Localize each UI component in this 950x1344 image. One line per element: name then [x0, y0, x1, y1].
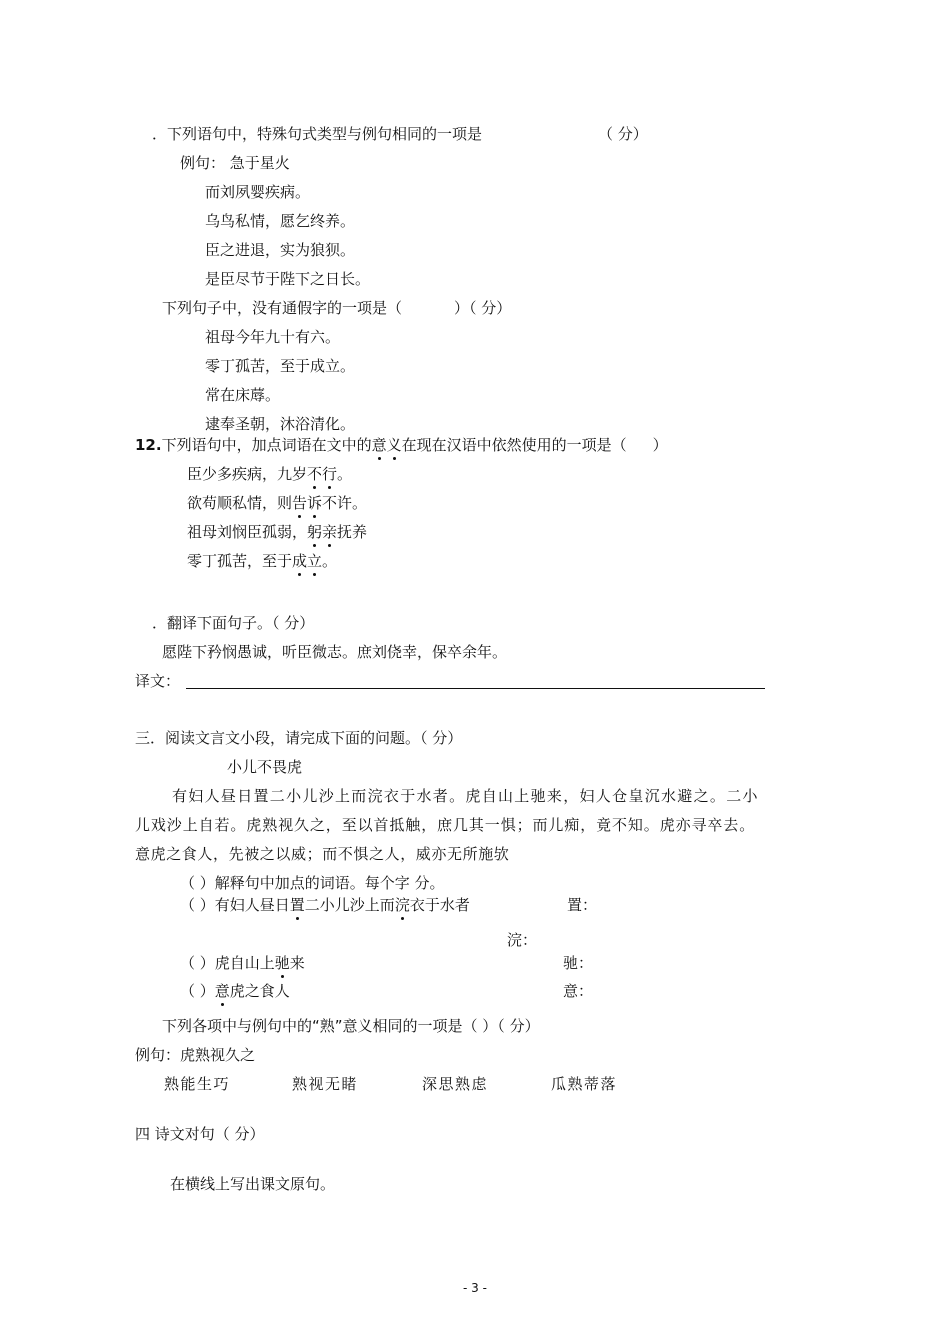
- q12-option: 欲苟顺私情，则告诉不许。: [187, 494, 368, 512]
- q10-stem: ．下列语句中，特殊句式类型与例句相同的一项是: [152, 125, 483, 143]
- section4-heading: 四 诗文对句（ 分）: [135, 1125, 265, 1143]
- dotted-word: 意: [214, 982, 230, 1000]
- dotted-word: 成立: [292, 552, 323, 570]
- q10-example: 例句： 急于星火: [180, 154, 290, 172]
- answer-line[interactable]: [186, 688, 765, 689]
- passage-line: 儿戏沙上自若。虎熟视久之，至以首抵触，庶几其一惧；而儿痴，竟不知。虎亦寻卒去。: [135, 816, 756, 834]
- passage-title: 小儿不畏虎: [227, 758, 303, 776]
- choice-option: 深思熟虑: [422, 1075, 489, 1093]
- q12-option: 零丁孤苦，至于成立。: [187, 552, 338, 570]
- dotted-word: 不行: [307, 465, 338, 483]
- sub-question: （ ）解释句中加点的词语。每个字 分。: [180, 874, 445, 892]
- dotted-word: 躬亲: [307, 523, 338, 541]
- q10-score: （ 分）: [598, 125, 648, 143]
- q13-stem: ．翻译下面句子。（ 分）: [152, 614, 315, 632]
- q10-option: 乌鸟私情，愿乞终养。: [205, 212, 356, 230]
- q11-stem: 下列句子中，没有通假字的一项是（ ）（ 分）: [162, 299, 512, 317]
- passage-line: 意虎之食人，先被之以威；而不惧之人，威亦无所施欤: [135, 845, 510, 863]
- dotted-word: 置: [289, 896, 305, 914]
- explain-item: （ ）有妇人昼日置二小儿沙上而浣衣于水者: [180, 896, 470, 914]
- q10-option: 臣之进退，实为狼狈。: [205, 241, 356, 259]
- choice-option: 熟能生巧: [164, 1075, 231, 1093]
- q10-option: 是臣尽节于陛下之日长。: [205, 270, 371, 288]
- explain-label: 置：: [567, 896, 598, 914]
- explain-item: （ ）虎自山上驰来: [180, 954, 305, 972]
- explain-label: 意：: [563, 982, 594, 1000]
- explain-label: 浣：: [507, 931, 538, 949]
- q12-option: 臣少多疾病，九岁不行。: [187, 465, 353, 483]
- dotted-word: 告诉: [292, 494, 323, 512]
- q13-answer-label: 译文：: [135, 672, 181, 690]
- passage-line: 有妇人昼日置二小儿沙上而浣衣于水者。虎自山上驰来，妇人仓皇沉水避之。二小: [172, 787, 759, 805]
- q13-sentence: 愿陛下矜悯愚诚，听臣微志。庶刘侥幸，保卒余年。: [162, 643, 508, 661]
- q11-option: 祖母今年九十有六。: [205, 328, 341, 346]
- q12-stem: 12.下列语句中，加点词语在文中的意义在现在汉语中依然使用的一项是（ ）: [135, 436, 668, 454]
- section4-instruction: 在横线上写出课文原句。: [170, 1175, 336, 1193]
- q11-option: 逮奉圣朝，沐浴清化。: [205, 415, 356, 433]
- dotted-word: 意义: [371, 436, 402, 454]
- dotted-word: 驰: [274, 954, 290, 972]
- choice-option: 瓜熟蒂落: [551, 1075, 618, 1093]
- q12-option: 祖母刘悯臣孤弱，躬亲抚养: [187, 523, 368, 541]
- q11-option: 零丁孤苦，至于成立。: [205, 357, 356, 375]
- q10-option: 而刘夙婴疾病。: [205, 183, 311, 201]
- page-number: - 3 -: [463, 1281, 487, 1295]
- explain-item: （ ）意虎之食人: [180, 982, 290, 1000]
- sub-question: 下列各项中与例句中的“熟”意义相同的一项是（ ）（ 分）: [162, 1017, 540, 1035]
- dotted-word: 浣: [394, 896, 410, 914]
- sub-question-example: 例句：虎熟视久之: [135, 1046, 256, 1064]
- q11-option: 常在床蓐。: [205, 386, 281, 404]
- explain-label: 驰：: [563, 954, 594, 972]
- section3-heading: 三．阅读文言文小段，请完成下面的问题。（ 分）: [135, 729, 463, 747]
- choice-option: 熟视无睹: [292, 1075, 359, 1093]
